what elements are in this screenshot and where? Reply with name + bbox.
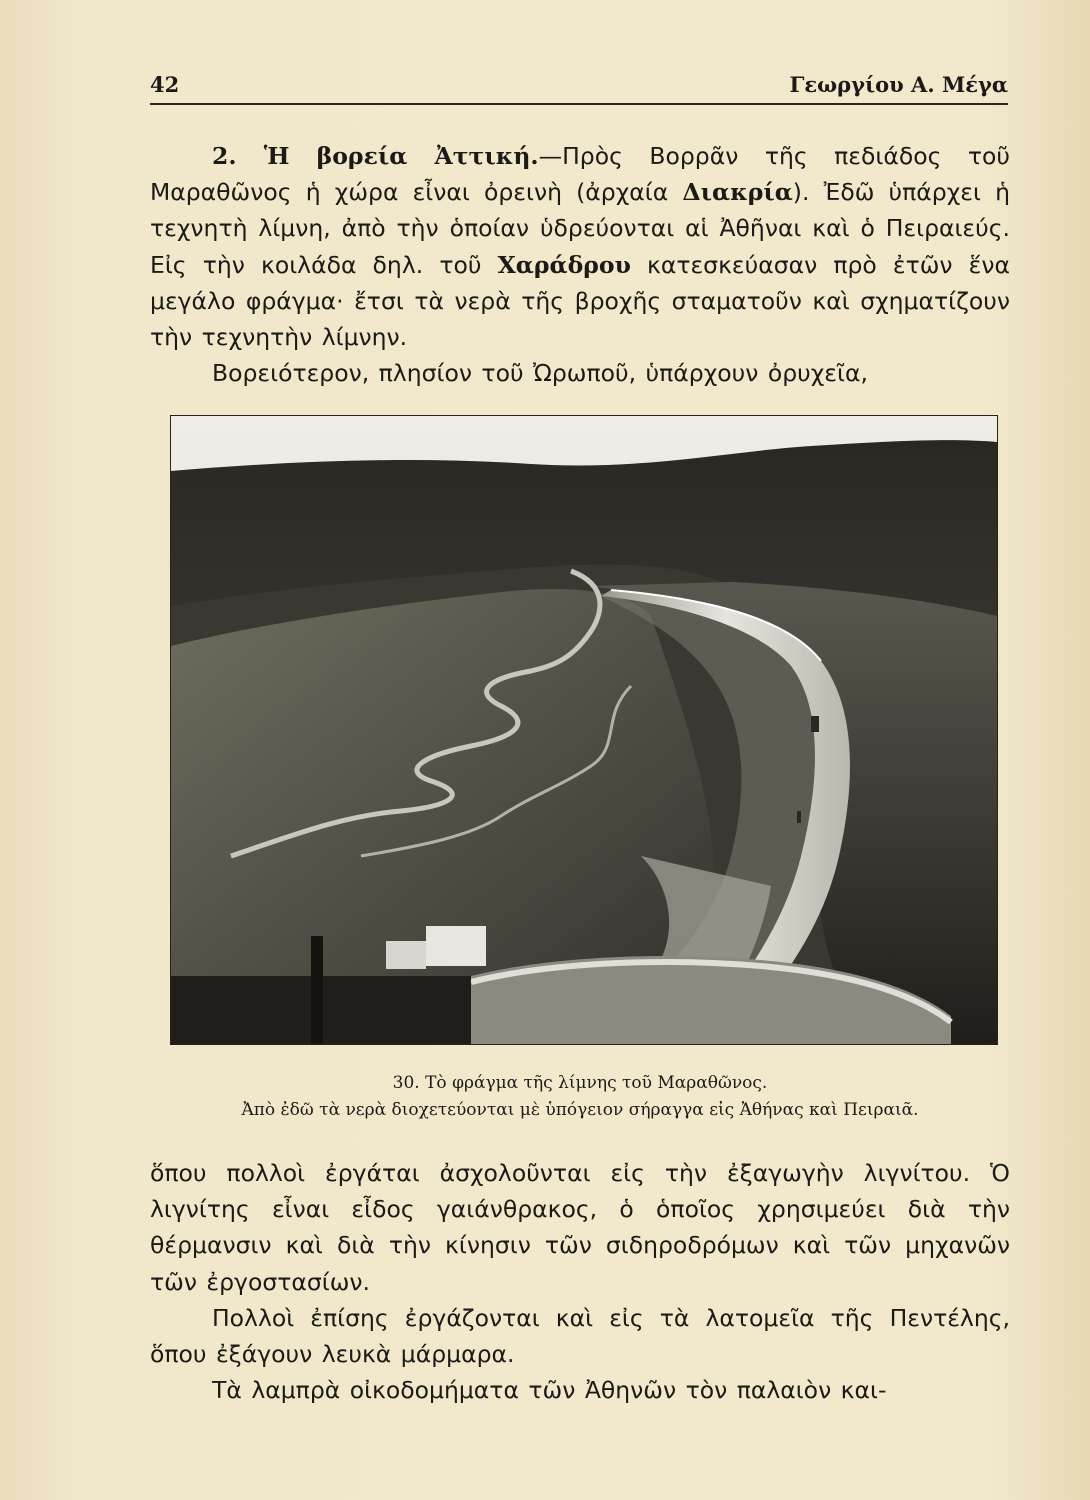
paragraph-text: ). Ἐδῶ ὑπάρχει ἡ τεχνητὴ λίμνη, ἀπὸ τὴν ὁποίαν ὑδρεύονται αἱ Ἀθῆναι καὶ ὁ Πειραιεύς. Εἰς τὴν κοιλάδα δηλ. τοῦ	[150, 178, 1010, 279]
dam-photograph	[170, 415, 998, 1045]
section-heading: 2. Ἡ βορεία Ἀττική.	[212, 142, 539, 170]
bold-term: Χαράδρου	[497, 250, 631, 279]
paragraph-text: κατεσκεύασαν πρὸ ἐτῶν ἕνα μεγάλο φράγμα· ἔτσι τὰ νερὰ τῆς βροχῆς σταματοῦν καὶ σχηματίζουν τὴν τεχνητὴν λίμνην.	[150, 250, 1010, 352]
page-header	[150, 70, 1008, 104]
paragraph	[150, 138, 1010, 355]
paragraph-text: —Πρὸς Βορρᾶν τῆς πεδιάδος τοῦ Μαραθῶνος ἡ χώρα εἶναι ὀρεινὴ (ἀρχαία	[150, 142, 1010, 207]
running-head-author: Γεωργίου Α. Μέγα	[789, 72, 1008, 97]
section-text	[150, 138, 1010, 391]
figure-caption	[150, 1070, 1010, 1124]
caption-line-2: Ἀπὸ ἐδῶ τὰ νερὰ διοχετεύονται μὲ ὑπόγειον σήραγγα εἰς Ἀθήνας καὶ Πειραιᾶ.	[241, 1100, 919, 1120]
continuation-text	[150, 1155, 1010, 1408]
page-number: 42	[150, 72, 180, 97]
paragraph: Βορειότερον, πλησίον τοῦ Ὠρωποῦ, ὑπάρχουν ὀρυχεῖα,	[212, 359, 868, 388]
paragraph: Πολλοὶ ἐπίσης ἐργάζονται καὶ εἰς τὰ λατομεῖα τῆς Πεντέλης, ὅπου ἐξάγουν λευκὰ μάρμαρα.	[150, 1303, 1010, 1369]
paragraph: ὅπου πολλοὶ ἐργάται ἀσχολοῦνται εἰς τὴν ἐξαγωγὴν λιγνίτου. Ὁ λιγνίτης εἶναι εἶδος γαιάνθρακος, ὁ ὁποῖος χρησιμεύει διὰ τὴν θέρμανσιν καὶ διὰ τὴν κίνησιν τῶν σιδηροδρόμων καὶ τῶν μηχανῶν τῶν ἐργοστασίων.	[150, 1159, 1010, 1296]
caption-line-1: 30. Τὸ φράγμα τῆς λίμνης τοῦ Μαραθῶνος.	[392, 1073, 768, 1093]
paragraph: Τὰ λαμπρὰ οἰκοδομήματα τῶν Ἀθηνῶν τὸν παλαιὸν και-	[212, 1376, 887, 1405]
bold-term: Διακρία	[682, 178, 793, 207]
header-rule	[150, 103, 1008, 105]
